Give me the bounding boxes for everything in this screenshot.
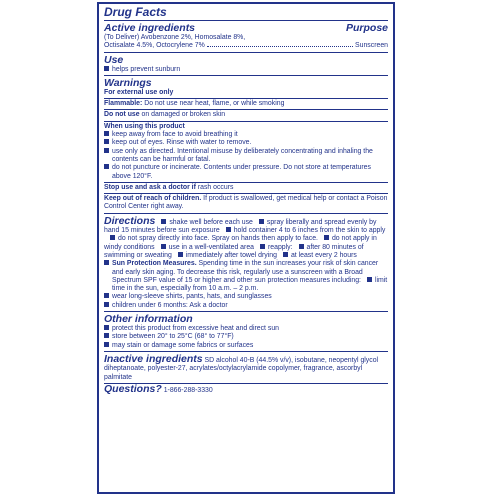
use-section xyxy=(104,54,388,74)
divider xyxy=(104,121,388,122)
bullet-square-icon xyxy=(104,325,109,330)
keep-out-line: Keep out of reach of children. If product is swallowed, get medical help or contact a Poison Control Center right away. xyxy=(104,195,388,211)
active-ingredients-section xyxy=(104,22,388,51)
questions-section xyxy=(104,382,388,395)
list-item: may stain or damage some fabrics or surfaces xyxy=(104,342,388,350)
list-item: do not puncture or incinerate. Contents under pressure. Do not store at temperatures above 120°F. xyxy=(104,164,388,181)
inactive-ingredients-section xyxy=(104,353,388,382)
other-information-header: Other information xyxy=(104,313,193,326)
bullet-square-icon xyxy=(104,333,109,338)
bullet-square-icon xyxy=(104,302,109,307)
list-item: wear long-sleeve shirts, pants, hats, and sunglasses xyxy=(104,293,388,301)
questions-header: Questions? xyxy=(104,382,162,395)
directions-header: Directions xyxy=(104,214,156,227)
active-line-2: Octisalate 4.5%, Octocrylene 7% xyxy=(104,42,205,50)
divider xyxy=(104,182,388,183)
divider xyxy=(104,98,388,99)
stop-use-line: Stop use and ask a doctor if rash occurs xyxy=(104,183,234,191)
bullet-square-icon xyxy=(104,260,109,265)
bullet-square-icon xyxy=(260,244,265,249)
active-ingredients-header: Active ingredients xyxy=(104,22,196,34)
divider xyxy=(104,20,388,21)
bullet-square-icon xyxy=(259,219,264,224)
list-item: store between 20° to 25°C (68° to 77°F) xyxy=(104,333,388,341)
divider xyxy=(104,311,388,312)
divider xyxy=(104,109,388,110)
bullet-square-icon xyxy=(104,148,109,153)
bullet-square-icon xyxy=(104,164,109,169)
spf-paragraph: Sun Protection Measures. Spending time in the sun increases your risk of skin cancer and early skin aging. To decrease this risk, regularly use a sunscreen with a Broad Spectrum SPF value of 15 or higher and other sun protection measures including: limit time in the sun, especially from 10 a.m. – 2 p.m. xyxy=(104,260,388,293)
questions-phone: 1-866-288-3330 xyxy=(163,386,213,394)
inactive-ingredients-header: Inactive ingredients xyxy=(104,352,203,365)
purpose-text: Sunscreen xyxy=(355,42,388,50)
dot-leader xyxy=(207,46,353,47)
drug-facts-title: Drug Facts xyxy=(104,5,167,19)
active-line-1: (To Deliver) Avobenzone 2%, Homosalate 8%, xyxy=(104,34,246,41)
other-information-section xyxy=(104,313,388,350)
divider xyxy=(104,351,388,352)
warnings-section xyxy=(104,77,388,212)
purpose-header: Purpose xyxy=(345,22,388,34)
do-not-use-line: Do not use on damaged or broken skin xyxy=(104,111,226,119)
divider xyxy=(104,52,388,53)
bullet-square-icon xyxy=(104,293,109,298)
bullet-square-icon xyxy=(110,235,115,240)
external-use-text: For external use only xyxy=(104,88,174,96)
directions-section xyxy=(104,215,388,310)
bullet-square-icon xyxy=(161,244,166,249)
divider xyxy=(104,75,388,76)
list-item: helps prevent sunburn xyxy=(104,66,388,74)
bullet-square-icon xyxy=(367,277,372,282)
bullet-square-icon xyxy=(324,235,329,240)
bullet-square-icon xyxy=(226,227,231,232)
list-item: keep out of eyes. Rinse with water to remove. xyxy=(104,139,388,147)
bullet-square-icon xyxy=(178,252,183,257)
list-item: protect this product from excessive heat and direct sun xyxy=(104,325,388,333)
bullet-square-icon xyxy=(299,244,304,249)
flammable-line: Flammable: Do not use near heat, flame, or while smoking xyxy=(104,100,285,108)
inactive-ingredients-text: SD alcohol 40-B (44.5% v/v), isobutane, neopentyl glycol diheptanoate, polyester-27, acrylates/octylacrylamide copolymer, fragrance, ascorbyl palmitate xyxy=(104,356,379,381)
bullet-square-icon xyxy=(104,131,109,136)
list-item: keep away from face to avoid breathing it xyxy=(104,131,388,139)
drug-facts-panel xyxy=(97,2,395,494)
divider xyxy=(104,193,388,194)
divider xyxy=(104,213,388,214)
bullet-square-icon xyxy=(104,342,109,347)
use-header: Use xyxy=(104,53,124,66)
bullet-square-icon xyxy=(283,252,288,257)
warnings-header: Warnings xyxy=(104,76,152,89)
list-item: use only as directed. Intentional misuse by deliberately concentrating and inhaling the contents can be harmful or fatal. xyxy=(104,148,388,165)
bullet-square-icon xyxy=(161,219,166,224)
bullet-square-icon xyxy=(104,66,109,71)
list-item: children under 6 months: Ask a doctor xyxy=(104,302,388,310)
when-using-header: When using this product xyxy=(104,122,185,130)
directions-body: Directions shake well before each use spray liberally and spread evenly by hand 15 minutes before sun exposure hold container 4 to 6 inches from the skin to applydo not spray directly into face. Spray on hands then apply to face. do not apply in windy conditions use in a well-ventilated area reapply: after 80 minutes of swimming or sweating immediately after towel drying at least every 2 hours xyxy=(104,214,386,259)
bullet-square-icon xyxy=(104,139,109,144)
